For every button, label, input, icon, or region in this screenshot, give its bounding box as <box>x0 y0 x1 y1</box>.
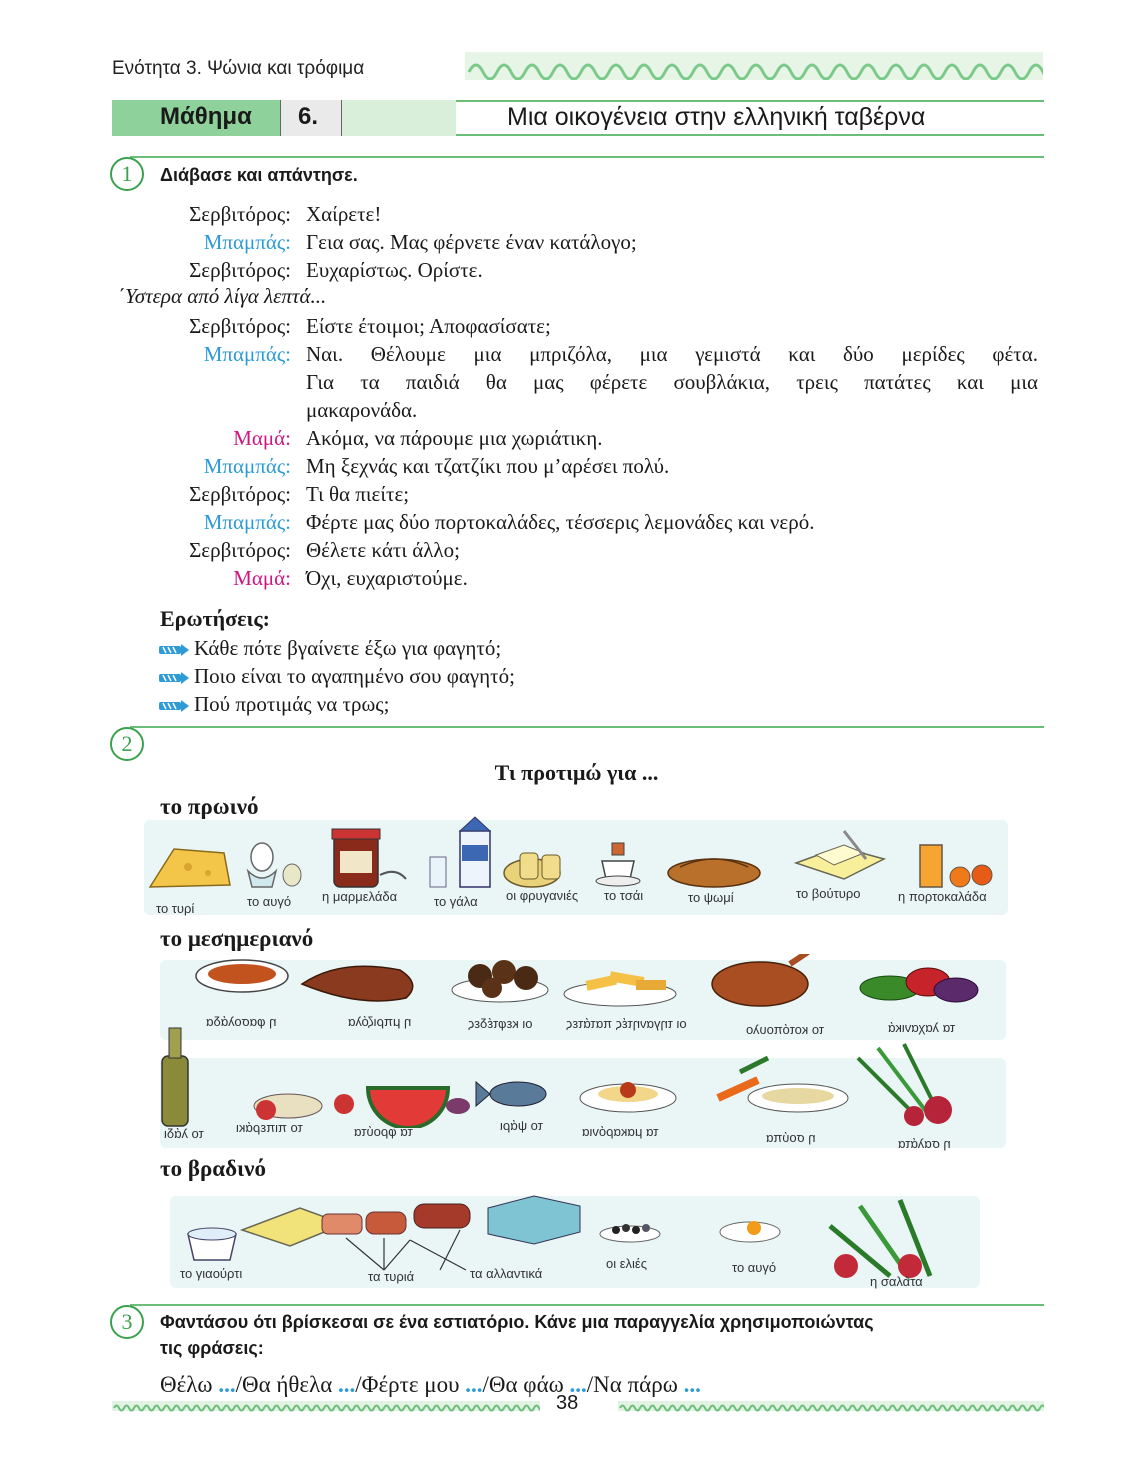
section-3-instruction-cont: τις φράσεις: <box>160 1338 264 1358</box>
food-label: το τσάι <box>604 888 644 903</box>
dialogue-text: Ακόμα, να πάρουμε μια χωριάτικη. <box>306 426 603 450</box>
butter-icon <box>796 831 884 879</box>
phrase-separator: / <box>586 1372 594 1397</box>
food-label: οι ελιές <box>606 1256 647 1271</box>
speaker-waiter: Σερβιτόρος: <box>189 258 291 282</box>
phrase-separator: / <box>355 1372 362 1397</box>
food-label: το πιπεράκι <box>236 1120 303 1135</box>
question-item <box>158 690 389 718</box>
soup-bowl-icon <box>718 1058 848 1112</box>
food-label: η φασολάδα <box>206 1014 277 1029</box>
food-label: τα λαχανικά <box>888 1020 956 1035</box>
lunch-illustration-row2 <box>158 1018 998 1128</box>
phrase: Θέλω <box>160 1372 213 1397</box>
dialogue-line <box>0 368 1133 396</box>
speaker-dad: Μπαμπάς: <box>203 230 291 254</box>
tea-cup-icon <box>596 843 640 886</box>
questions-title: Ερωτήσεις: <box>160 606 270 631</box>
phrase: Θα ήθελα <box>241 1372 333 1397</box>
dinner-illustration <box>170 1186 982 1286</box>
food-label: η μαρμελάδα <box>322 889 398 904</box>
narration: ΄Υστερα από λίγα λεπτά... <box>118 284 327 308</box>
pepper-icon <box>254 1094 322 1120</box>
cold-cuts-icon <box>322 1204 470 1270</box>
speaker-mom: Μαμά: <box>233 566 291 590</box>
speaker-waiter: Σερβιτόρος: <box>189 314 291 338</box>
roast-chicken-icon <box>712 954 808 1006</box>
dialogue-line <box>0 564 1133 592</box>
dialogue-text: Όχι, ευχαριστούμε. <box>306 566 468 590</box>
steak-icon <box>302 966 413 1001</box>
food-label: η σούπα <box>766 1130 816 1145</box>
dialogue-line <box>0 340 1133 368</box>
phrase: Θα φάω <box>488 1372 564 1397</box>
dialogue-line <box>0 256 1133 284</box>
bread-loaf-icon <box>668 859 760 887</box>
meatballs-icon <box>452 960 548 1002</box>
oil-bottle-icon <box>162 1028 188 1126</box>
bean-soup-icon <box>196 960 288 992</box>
salad-greens-icon <box>858 1044 952 1126</box>
food-label: οι κεφτέδες <box>468 1016 533 1031</box>
lunch-illustration-row1 <box>190 954 990 1014</box>
food-label: η πορτοκαλάδα <box>898 889 987 904</box>
feta-icon <box>488 1196 580 1244</box>
milk-carton-icon <box>430 817 490 887</box>
lesson-bar <box>112 100 1044 136</box>
rusks-icon <box>504 853 560 887</box>
question-item <box>158 634 501 662</box>
spaghetti-icon <box>580 1082 676 1112</box>
phrase: Φέρτε μου <box>361 1372 460 1397</box>
lesson-number: 6. <box>298 103 319 130</box>
fried-egg-icon <box>720 1221 780 1242</box>
food-label: το γιαούρτι <box>180 1266 243 1281</box>
orange-juice-icon <box>920 845 992 887</box>
blank-dots: ... <box>465 1372 483 1397</box>
yogurt-icon <box>188 1228 236 1260</box>
blank-dots: ... <box>569 1372 587 1397</box>
section-3-instruction: Φαντάσου ότι βρίσκεσαι σε ένα εστιατόριο. Κάνε μια παραγγελία χρησιμοποιώντας <box>160 1312 874 1332</box>
footer-ornament-left <box>112 1400 540 1412</box>
question-text: Πού προτιμάς να τρως; <box>194 692 390 716</box>
section-1-instruction: Διάβασε και απάντησε. <box>160 165 358 185</box>
dialogue-text: Είστε έτοιμοι; Αποφασίσατε; <box>306 314 551 338</box>
food-label: τα φρούτα <box>354 1124 413 1139</box>
watermelon-icon <box>334 1088 470 1128</box>
food-label: το βούτυρο <box>796 886 861 901</box>
dialogue-text: Χαίρετε! <box>306 202 382 226</box>
fried-potatoes-icon <box>564 971 676 1006</box>
breakfast-title: το πρωινό <box>160 794 259 819</box>
dialogue-text: Ευχαρίστως. Ορίστε. <box>306 258 483 282</box>
section-1-number: 1 <box>110 157 144 191</box>
section-3-number: 3 <box>110 1305 144 1339</box>
dialogue-text: Μη ξεχνάς και τζατζίκι που μ’αρέσει πολύ. <box>306 454 670 478</box>
blank-dots: ... <box>683 1372 701 1397</box>
speaker-waiter: Σερβιτόρος: <box>189 482 291 506</box>
dialogue-line <box>0 396 1133 424</box>
blank-dots: ... <box>338 1372 356 1397</box>
dialogue-text: Θέλετε κάτι άλλο; <box>306 538 460 562</box>
olives-icon <box>600 1224 660 1242</box>
header-wave-ornament <box>465 52 1043 80</box>
food-label: οι φρυγανιές <box>506 888 579 903</box>
fish-icon <box>476 1082 546 1106</box>
food-label: το γάλα <box>434 894 478 909</box>
jam-jar-icon <box>332 829 406 887</box>
dialogue-text: Γεια σας. Μας φέρνετε έναν κατάλογο; <box>306 230 637 254</box>
dialogue-line <box>0 480 1133 508</box>
vegetables-icon <box>860 968 978 1002</box>
phrase-list <box>160 1372 701 1398</box>
section-2-number: 2 <box>110 727 144 761</box>
speaker-waiter: Σερβιτόρος: <box>189 202 291 226</box>
food-label: το κοτόπουλο <box>746 1022 825 1037</box>
breakfast-illustration <box>144 815 1008 895</box>
cheese-icon <box>150 849 230 887</box>
food-label: το ψάρι <box>500 1118 543 1133</box>
food-label: τα μακαρόνια <box>582 1124 659 1139</box>
speaker-mom: Μαμά: <box>233 426 291 450</box>
footer-ornament-right <box>618 1400 1044 1412</box>
dialogue-line <box>0 312 1133 340</box>
phrase-separator: / <box>235 1372 242 1397</box>
dialogue-text: Τι θα πιείτε; <box>306 482 410 506</box>
food-label: η μπριζόλα <box>348 1014 412 1029</box>
dialogue-line <box>0 200 1133 228</box>
dialogue-text: Φέρτε μας δύο πορτοκαλάδες, τέσσερις λεμονάδες και νερό. <box>306 510 815 534</box>
dialogue-line <box>0 228 1133 256</box>
lunch-title: το μεσημεριανό <box>160 926 314 951</box>
dialogue-line <box>0 536 1133 564</box>
speaker-waiter: Σερβιτόρος: <box>189 538 291 562</box>
food-label: το αυγό <box>247 894 292 909</box>
question-text: Κάθε πότε βγαίνετε έξω για φαγητό; <box>194 636 502 660</box>
dialogue-line <box>0 424 1133 452</box>
dialogue-text: μακαρονάδα. <box>306 398 418 422</box>
question-item <box>158 662 515 690</box>
food-label: το ψωμί <box>688 890 734 905</box>
dialogue-text: Για τα παιδιά θα μας φέρετε σουβλάκια, τρεις πατάτες και μια <box>306 370 1038 394</box>
food-label: τα τυριά <box>368 1269 415 1284</box>
speaker-dad: Μπαμπάς: <box>203 510 291 534</box>
phrase: Να πάρω <box>593 1372 678 1397</box>
dialogue-line <box>0 508 1133 536</box>
salad-icon <box>830 1200 930 1278</box>
unit-title: Ενότητα 3. Ψώνια και τρόφιμα <box>112 58 365 79</box>
egg-icon <box>248 843 301 887</box>
food-label: η σαλάτα <box>898 1136 951 1151</box>
phrase-separator: / <box>482 1372 489 1397</box>
dialogue-line <box>0 452 1133 480</box>
dialogue-text: Ναι. Θέλουμε μια μπριζόλα, μια γεμιστά και δύο μερίδες φέτα. <box>306 342 1038 366</box>
lesson-title: Μια οικογένεια στην ελληνική ταβέρνα <box>507 103 926 131</box>
speaker-dad: Μπαμπάς: <box>203 342 291 366</box>
food-label: οι τηγανητές πατάτες <box>566 1016 687 1031</box>
lesson-label: Μάθημα <box>160 103 252 130</box>
food-label: το τυρί <box>156 901 195 916</box>
food-label: η σαλάτα <box>870 1274 923 1289</box>
dinner-title: το βραδινό <box>160 1156 266 1181</box>
food-label: τα αλλαντικά <box>470 1266 543 1281</box>
blank-dots: ... <box>218 1372 236 1397</box>
pencil-arrow-icon <box>158 671 190 685</box>
pencil-arrow-icon <box>158 699 190 713</box>
page-number: 38 <box>556 1392 579 1414</box>
food-label: το αυγό <box>732 1260 777 1275</box>
food-label: το λάδι <box>164 1126 204 1141</box>
question-text: Ποιο είναι το αγαπημένο σου φαγητό; <box>194 664 515 688</box>
speaker-dad: Μπαμπάς: <box>203 454 291 478</box>
pencil-arrow-icon <box>158 643 190 657</box>
section-2-title: Τι προτιμώ για ... <box>494 760 659 785</box>
